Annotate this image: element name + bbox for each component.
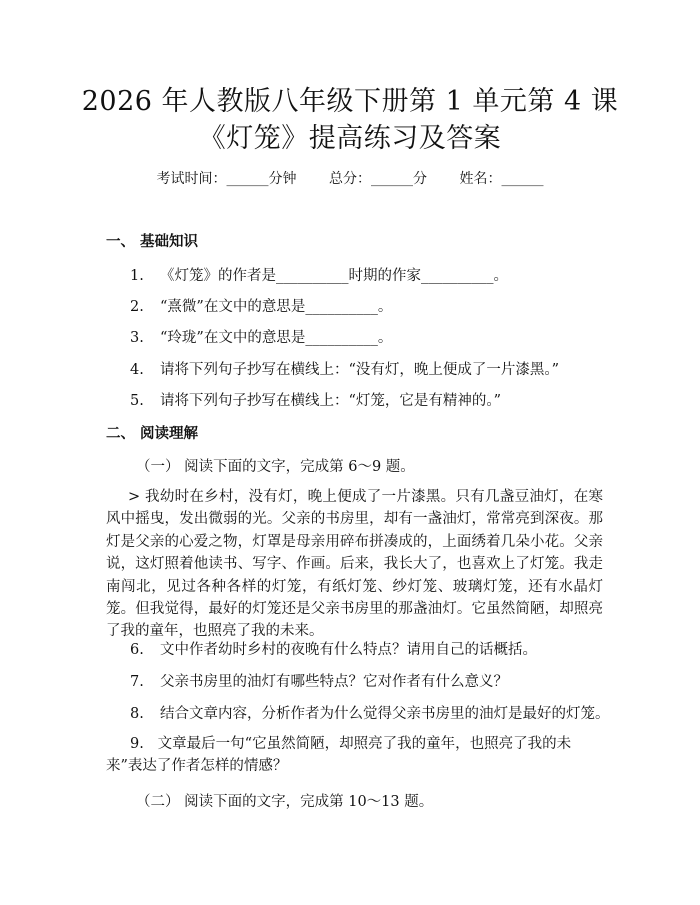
section-heading-reading (106, 422, 198, 443)
question-item (130, 702, 610, 723)
question-text: 《灯笼》的作者是__________时期的作家__________。 (160, 268, 508, 284)
total-score-field: 总分：______分 (329, 171, 427, 187)
question-text: 请将下列句子抄写在横线上：“没有灯，晚上便成了一片漆黑。” (160, 362, 560, 378)
question-number: 3. (130, 330, 144, 346)
question-item (130, 638, 537, 659)
question-number: 5. (130, 393, 144, 409)
question-item-9 (106, 733, 603, 778)
page-title-line2: 《灯笼》提高练习及答案 (198, 123, 502, 154)
question-number: 1. (130, 268, 144, 284)
exam-meta (0, 168, 700, 188)
question-text: 文章最后一句“它虽然简陋，却照亮了我的童年，也照亮了我的未来”表达了作者怎样的情感？ (106, 736, 572, 775)
question-item (130, 264, 508, 285)
section-label: 基础知识 (140, 233, 198, 250)
question-item (130, 326, 392, 347)
reading-subheading-2: （二） 阅读下面的文字，完成第 10～13 题。 (136, 794, 434, 810)
question-text: “玲珑”在文中的意思是__________。 (160, 330, 393, 346)
section-heading-basic (106, 230, 198, 251)
question-number: 7. (130, 674, 144, 690)
reading-passage: > 我幼时在乡村，没有灯，晚上便成了一片漆黑。只有几盏豆油灯，在寒风中摇曳，发出微弱的光。父亲的书房里，却有一盏油灯，常常亮到深夜。那灯是父亲的心爱之物，灯罩是母亲用碎布拼凑成的，上面绣着几朵小花。父亲说，这灯照着他读书、写字、作画。后来，我长大了，也喜欢上了灯笼。我走南闯北，见过各种各样的灯笼，有纸灯笼、纱灯笼、玻璃灯笼，还有水晶灯笼。但我觉得，最好的灯笼还是父亲书房里的那盏油灯。它虽然简陋，却照亮了我的童年，也照亮了我的未来。 (106, 489, 603, 640)
question-number: 6. (130, 642, 144, 658)
question-text: “熹微”在文中的意思是__________。 (160, 299, 393, 315)
question-text: 请将下列句子抄写在横线上：“灯笼，它是有精神的。” (160, 393, 502, 409)
question-item (130, 358, 559, 379)
section-number: 一、 (106, 233, 135, 250)
student-name-field: 姓名：______ (459, 171, 544, 187)
question-number: 9. (130, 736, 144, 752)
question-item (130, 670, 508, 691)
reading-subheading-1: （一） 阅读下面的文字，完成第 6～9 题。 (136, 459, 415, 475)
section-label: 阅读理解 (140, 425, 198, 442)
page-title-line1: 2026 年人教版八年级下册第 1 单元第 4 课 (81, 86, 619, 117)
question-number: 8. (130, 706, 144, 722)
question-text: 文中作者幼时乡村的夜晚有什么特点？请用自己的话概括。 (160, 642, 537, 658)
question-item (130, 295, 392, 316)
question-item (130, 389, 501, 410)
question-number: 4. (130, 362, 144, 378)
question-text: 父亲书房里的油灯有哪些特点？它对作者有什么意义？ (160, 674, 508, 690)
section-number: 二、 (106, 425, 135, 442)
exam-time-field: 考试时间：______分钟 (156, 171, 297, 187)
question-number: 2. (130, 299, 144, 315)
question-text: 结合文章内容，分析作者为什么觉得父亲书房里的油灯是最好的灯笼。 (160, 706, 610, 722)
